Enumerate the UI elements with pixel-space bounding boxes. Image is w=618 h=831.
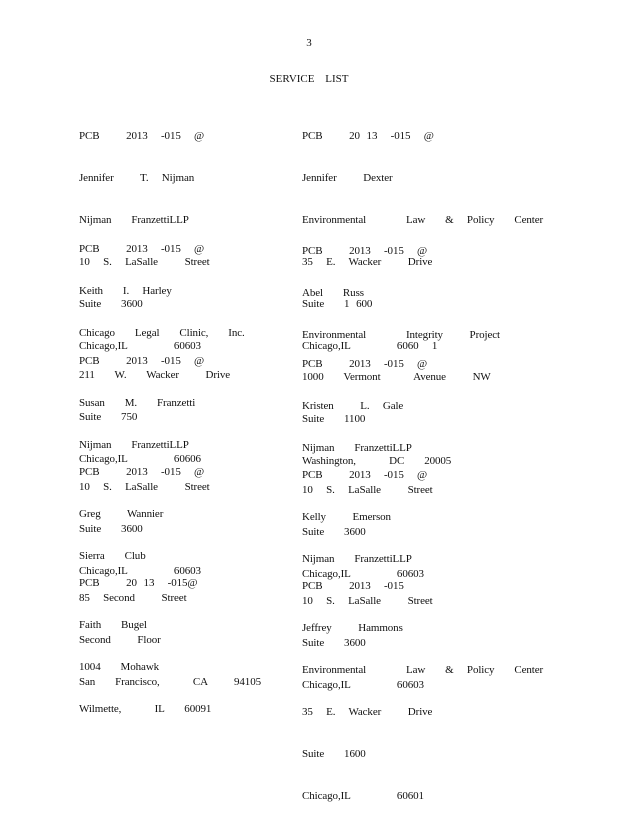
entry-line: 10 S. LaSalle Street bbox=[302, 484, 433, 496]
entry-line: Environmental Integrity Project bbox=[302, 329, 501, 341]
entry-line: 10 S. LaSalle Street bbox=[302, 595, 433, 607]
entry-line: PCB 2013 -015 @ bbox=[79, 355, 205, 367]
entry-line: Chicago,IL 60603 bbox=[79, 340, 201, 352]
entry-line: PCB 2013 -015 @ bbox=[79, 130, 205, 142]
entry-line: Suite 750 bbox=[79, 411, 138, 423]
service-entry bbox=[79, 548, 211, 744]
entry-line: PCB 2013 -015 bbox=[302, 580, 404, 592]
entry-line: PCB 2013 -015 @ bbox=[302, 469, 428, 481]
entry-line: Washington, DC 20005 bbox=[302, 455, 452, 467]
entry-line: PCB 20 13 -015@ bbox=[79, 577, 198, 589]
document-title: SERVICE LIST bbox=[269, 73, 349, 85]
entry-line: Second Floor bbox=[79, 634, 161, 646]
entry-line: Wilmette, IL 60091 bbox=[79, 703, 212, 715]
entry-line: 85 Second Street bbox=[79, 592, 187, 604]
entry-line: Kristen L. Gale bbox=[302, 400, 404, 412]
entry-line: Kelly Emerson bbox=[302, 511, 391, 523]
entry-line: Suite 1600 bbox=[302, 748, 366, 760]
entry-line: Chicago Legal Clinic, Inc. bbox=[79, 327, 245, 339]
entry-line: 1004 Mohawk bbox=[79, 661, 160, 673]
entry-line: Suite 1 600 bbox=[302, 298, 373, 310]
entry-line: Chicago,IL 60606 bbox=[79, 453, 201, 465]
entry-line: Faith Bugel bbox=[79, 619, 147, 631]
entry-line: Suite 3600 bbox=[302, 526, 366, 538]
entry-line: Jeffrey Hammons bbox=[302, 622, 403, 634]
entry-line: Abel Russ bbox=[302, 287, 364, 299]
entry-line: Susan M. Franzetti bbox=[79, 397, 196, 409]
entry-line: Chicago,IL 60601 bbox=[302, 790, 424, 802]
entry-line: PCB 2013 -015 @ bbox=[79, 466, 205, 478]
entry-line: PCB 2013 -015 @ bbox=[302, 358, 428, 370]
entry-line: 10 S. LaSalle Street bbox=[79, 481, 210, 493]
entry-line: Nijman FranzettiLLP bbox=[79, 214, 189, 226]
entry-line: PCB 2013 -015 @ bbox=[79, 243, 205, 255]
entry-line: Chicago,IL 6060 1 bbox=[302, 340, 438, 352]
entry-line: Nijman FranzettiLLP bbox=[302, 442, 412, 454]
entry-line: Greg Wannier bbox=[79, 508, 164, 520]
entry-line: 35 E. Wacker Drive bbox=[302, 256, 433, 268]
entry-line: Jennifer Dexter bbox=[302, 172, 393, 184]
entry-line: 211 W. Wacker Drive bbox=[79, 369, 231, 381]
entry-line: Suite 3600 bbox=[79, 298, 143, 310]
service-entry bbox=[302, 551, 543, 831]
entry-line: Environmental Law & Policy Center bbox=[302, 664, 544, 676]
entry-line: Chicago,IL 60603 bbox=[302, 568, 424, 580]
entry-line: Chicago,IL 60603 bbox=[79, 565, 201, 577]
entry-line: Suite 3600 bbox=[302, 637, 366, 649]
entry-line: Environmental Law & Policy Center bbox=[302, 214, 544, 226]
entry-line: Suite 1100 bbox=[302, 413, 366, 425]
entry-line: Keith I. Harley bbox=[79, 285, 172, 297]
entry-line: Nijman FranzettiLLP bbox=[79, 439, 189, 451]
entry-line: Nijman FranzettiLLP bbox=[302, 553, 412, 565]
entry-line: Suite 3600 bbox=[79, 523, 143, 535]
entry-line: Sierra Club bbox=[79, 550, 146, 562]
entry-line: 1000 Vermont Avenue NW bbox=[302, 371, 491, 383]
entry-line: San Francisco, CA 94105 bbox=[79, 676, 261, 688]
entry-line: PCB 20 13 -015 @ bbox=[302, 130, 434, 142]
entry-line: Chicago,IL 60603 bbox=[302, 679, 424, 691]
entry-line: Jennifer T. Nijman bbox=[79, 172, 195, 184]
page-number: 3 bbox=[306, 37, 312, 49]
entry-line: 35 E. Wacker Drive bbox=[302, 706, 433, 718]
entry-line: 10 S. LaSalle Street bbox=[79, 256, 210, 268]
entry-line: PCB 2013 -015 @ bbox=[302, 245, 428, 257]
